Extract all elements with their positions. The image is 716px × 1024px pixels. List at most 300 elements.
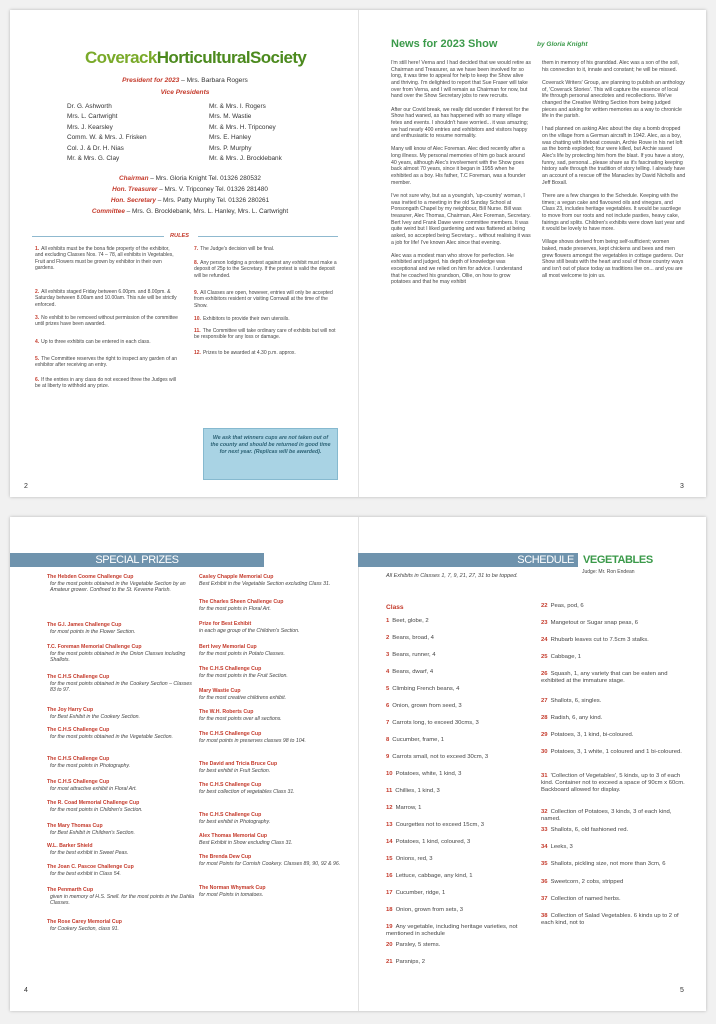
prize-item (47, 574, 195, 594)
news-paragraph: There are a few changes to the Schedule. Keeping with the times; a vegan cake and flavoured oils and vinegars, and Class 23, includes heritage vegetables. It would be sacrilege to move from our roots and not include pasties, heavy cake, fairings and splits. Children's exhibits were down last year and it would be lovely to have more. (542, 192, 685, 233)
class-description: Cucumber, frame, 1 (392, 737, 445, 743)
prize-title: The Rose Carey Memorial Cup (47, 919, 122, 925)
schedule-class (541, 654, 691, 661)
officer-role: Hon. Treasurer (112, 186, 158, 193)
prize-description: for most Points in tomatoes. (199, 891, 264, 898)
class-number: 3 (386, 652, 390, 658)
prize-item (199, 621, 347, 634)
schedule-class (386, 890, 536, 897)
spread-pages-4-5 (10, 517, 706, 1011)
class-description: Radish, 6, any kind. (550, 715, 603, 721)
prize-description: for best exhibit in Fruit Section. (199, 767, 271, 774)
prize-item (199, 644, 347, 657)
prize-description: for the best exhibit in Sweet Peas. (50, 849, 129, 856)
rule-item (35, 315, 178, 328)
rule-number: 12. (194, 350, 201, 356)
class-description: Shallots, pickling size, not more than 3cm, 6 (550, 861, 666, 867)
prize-description: given in memory of H.S. Snell. for the most points in the Dahlia Classes. (50, 893, 195, 907)
prize-description: for the best exhibit in Class 54. (50, 870, 121, 877)
vp-name: Mr. & Mrs. J. Brocklebank (209, 155, 282, 163)
class-number: 12 (386, 805, 393, 811)
prize-title: The David and Tricia Bruce Cup (199, 761, 278, 767)
prize-description: for the most points obtained in the Cookery Section – Classes 83 to 97. (50, 680, 192, 694)
prize-title: Bert Ivey Memorial Cup (199, 644, 257, 650)
prize-description: for the most points in Floral Art. (199, 605, 271, 612)
officer-role: Chairman (119, 175, 149, 182)
cups-notice: We ask that winners cups are not taken out of the county and should be returned in good time for next year. (Replicas will be awarded). (203, 428, 338, 480)
vice-presidents-list (67, 102, 282, 164)
prize-title: The Joan C. Pascoe Challenge Cup (47, 864, 134, 870)
class-description: 'Collection of Vegetables', 5 kinds, up to 3 of each kind. Container not to exceed a space of 90cm x 60cm. Backboard allowed for display. (541, 773, 685, 794)
prize-item (47, 823, 195, 836)
news-paragraph: I had planned on asking Alec about the day a bomb dropped on the village from a German aircraft in 1942. Alec, as a boy, was chatting with lifeboat coxwain, Archie Rowe in his net loft as the bomb exploded; four were killed, but Archie saved Alec's life by protecting him from the blast. If you have a story, funny, sad, personal...please share as it's fascinating keeping history safe through the tradition of story telling. I already have an account of a rescue off the Manacles by David Nicholls and Jeff Boxall. (542, 126, 686, 186)
rule-text: The Judge's decision will be final. (200, 246, 275, 252)
prize-item (47, 674, 195, 694)
class-description: Chillies, 1 kind, 3 (395, 788, 440, 794)
class-description: Sweetcorn, 2 cobs, stripped (550, 879, 624, 885)
prize-item (199, 599, 347, 612)
class-description: Courgettes not to exceed 15cm, 3 (395, 822, 484, 828)
class-description: Beans, runner, 4 (392, 652, 436, 658)
prize-title: The Brenda Dew Cup (199, 854, 252, 860)
rule-number: 7. (194, 246, 199, 252)
class-label: Class (386, 604, 404, 611)
class-description: Leeks, 3 (550, 844, 573, 850)
prize-title: The C.H.S Challenge Cup (47, 674, 110, 680)
schedule-class (541, 603, 691, 610)
schedule-class (541, 671, 691, 685)
class-number: 14 (386, 839, 393, 845)
rule-number: 1. (35, 246, 40, 252)
class-description: Onion, grown from seed, 3 (392, 703, 462, 709)
class-number: 9 (386, 754, 390, 760)
class-number: 6 (386, 703, 390, 709)
schedule-class (386, 822, 536, 829)
prize-item (47, 779, 195, 792)
schedule-class (541, 844, 691, 851)
schedule-class (386, 686, 536, 693)
vp-name: Mrs. L. Cartwright (67, 113, 118, 121)
schedule-class (541, 773, 691, 795)
vegetables-heading: VEGETABLES (583, 554, 653, 566)
class-number: 23 (541, 620, 548, 626)
class-description: Shallots, 6, singles. (550, 698, 602, 704)
class-number: 34 (541, 844, 548, 850)
rule-number: 6. (35, 377, 40, 383)
schedule-class (386, 635, 536, 642)
prize-item (199, 833, 347, 846)
prize-title: Alex Thomas Memorial Cup (199, 833, 268, 839)
prize-title: The C.H.S Challenge Cup (199, 812, 262, 818)
vp-heading: Vice Presidents (160, 89, 210, 96)
vp-name: Mr. & Mrs. G. Clay (67, 155, 120, 163)
vp-row (67, 112, 282, 122)
schedule-class (386, 737, 536, 744)
officer-line (30, 206, 350, 217)
prize-item (47, 644, 195, 664)
class-number: 18 (386, 907, 393, 913)
schedule-class (386, 788, 536, 795)
president-name: – Mrs. Barbara Rogers (179, 77, 248, 84)
class-number: 27 (541, 698, 548, 704)
vp-row (67, 133, 282, 143)
prize-title: The G.I. James Challenge Cup (47, 622, 122, 628)
schedule-class (386, 703, 536, 710)
prize-description: for most points in the Flower Section. (50, 628, 136, 635)
page-number-3: 3 (680, 483, 684, 490)
schedule-class (541, 637, 691, 644)
class-description: Climbing French beans, 4 (392, 686, 460, 692)
schedule-class (386, 805, 536, 812)
class-number: 25 (541, 654, 548, 660)
news-paragraph: Coverack Writers' Group, are planning to publish an anthology of, 'Coverack Stories'. This will capture the essence of local life through personal anecdotes and recollections. We've changed the Creative Writing Section from being judged pieces and asking for written memories as a way to chronicle life in the parish. (542, 79, 685, 120)
class-description: Parsley, 5 stems. (395, 942, 441, 948)
page-number-4: 4 (24, 987, 28, 994)
rule-item (194, 350, 340, 356)
prize-item (199, 731, 347, 744)
class-description: Onions, red, 3 (395, 856, 433, 862)
class-number: 35 (541, 861, 548, 867)
prize-description: for the most points in the Fruit Section. (199, 672, 288, 679)
rule-text: The Committee will take ordinary care of exhibits but will not be responsible for any loss or damage. (194, 328, 336, 341)
vp-name: Mr. & Mrs. I. Rogers (209, 103, 266, 110)
class-number: 30 (541, 749, 548, 755)
prize-title: Prize for Best Exhibit (199, 621, 252, 627)
rule-text: All exhibits must be the bona fide property of the exhibitor, and excluding Classes Nos. 74 – 78, all exhibits in Vegetables, Fruit and Flowers must be grown by exhibitor in their own gardens. (35, 246, 174, 272)
prize-description: for most attractive exhibit in Floral Art. (50, 785, 137, 792)
class-number: 29 (541, 732, 548, 738)
class-description: Beans, dwarf, 4 (392, 669, 434, 675)
class-description: Collection of Potatoes, 3 kinds, 3 of each kind, named. (541, 809, 672, 823)
prize-title: The C.H.S Challenge Cup (47, 779, 110, 785)
prize-item (47, 864, 195, 877)
spine (358, 517, 359, 1011)
officer-line (30, 195, 350, 206)
schedule-class (386, 652, 536, 659)
class-number: 21 (386, 959, 393, 965)
rule-number: 3. (35, 315, 40, 321)
prize-title: W.L. Barker Shield (47, 843, 93, 849)
schedule-note: All Exhibits in Classes 1, 7, 9, 21, 27, 31 to be topped. (386, 573, 518, 579)
class-description: Carrots long, to exceed 30cms, 3 (392, 720, 479, 726)
news-paragraph: After our Covid break, we really did wonder if interest for the Show had waned, as has happened with so many village fetes and events. I shouldn't have worried... it was amazing; we had nearly 400 entries and exhibitors and visitors happy and enthusiastic to resume normality. (391, 106, 529, 140)
class-description: Parsnips, 2 (395, 959, 426, 965)
prize-item (47, 919, 195, 932)
prize-item (199, 761, 347, 774)
class-number: 26 (541, 671, 548, 677)
rule-number: 9. (194, 290, 199, 296)
logo-part1: Coverack (85, 48, 157, 67)
prize-item (199, 854, 347, 867)
schedule-class (541, 861, 691, 868)
class-number: 37 (541, 896, 548, 902)
rule-item (35, 246, 178, 272)
rule-item (194, 246, 340, 252)
prize-item (199, 885, 347, 898)
prize-title: T.C. Foreman Memorial Challenge Cup (47, 644, 142, 650)
prize-item (199, 782, 347, 795)
rules-divider-left (32, 236, 164, 237)
schedule-class (541, 698, 691, 705)
news-paragraph: Many will know of Alec Foreman. Alec died recently after a long illness. My personal memories of him go back around 40 years, although Alec's involvement with the Show goes back almost 70 years, since it began in 1955 when he exhibited as a boy. His father, T.C Foreman, was a founder member. (391, 146, 526, 186)
prize-description: for Best Exhibit in Children's Section. (50, 829, 135, 836)
special-prizes-banner: SPECIAL PRIZES (10, 553, 264, 567)
class-number: 10 (386, 771, 393, 777)
rule-number: 11. (194, 328, 201, 334)
prize-title: The Hebden Coome Challenge Cup (47, 574, 134, 580)
schedule-class (386, 669, 536, 676)
class-number: 16 (386, 873, 393, 879)
officer-detail: – Mrs. Patty Murphy Tel. 01326 280261 (155, 197, 270, 204)
class-number: 38 (541, 913, 548, 919)
rule-text: Exhibitors to provide their own utensils. (202, 316, 290, 322)
news-paragraph: them in memory of his granddad. Alec was a son of the soil, his connection to it, innate and constant; he will be missed. (542, 60, 679, 73)
class-description: Potatoes, white, 1 kind, 3 (395, 771, 462, 777)
rule-item (194, 316, 340, 322)
officer-line (30, 184, 350, 195)
officer-detail: – Mrs. Gloria Knight Tel. 01326 280532 (148, 175, 261, 182)
rule-text: All Classes are open, however, entries will only be accepted from exhibitors resident or visiting Cornwall at the time of the Show. (194, 290, 333, 309)
rule-text: Prizes to be awarded at 4.30 p.m. approx. (202, 350, 296, 356)
vp-name: Mr. & Mrs. H. Tripconey (209, 123, 276, 131)
prize-title: The C.H.S Challenge Cup (47, 727, 110, 733)
schedule-class (541, 879, 691, 886)
schedule-class (386, 959, 536, 966)
prize-description: for the most points over all sections. (199, 715, 282, 722)
vp-name: Mrs. J. Kearsley (67, 123, 113, 131)
news-paragraph: Village shows derived from being self-sufficient; women baked, made preserves, kept chickens and bees and men grew flowers amongst the vegetables in cottage gardens. Our Show still beats with the heart and soul of those country ways and isn't out of place today as traditions live on... and you are all most welcome to join us. (542, 239, 684, 279)
class-description: Collection of named herbs. (550, 896, 621, 902)
schedule-class (541, 715, 691, 722)
officer-line (30, 173, 350, 184)
class-description: Potatoes, 3, 1 white, 1 coloured and 1 bi-coloured. (550, 749, 682, 755)
schedule-class (386, 856, 536, 863)
rule-item (35, 289, 178, 308)
prize-description: Best Exhibit in the Vegetable Section excluding Class 31. (199, 580, 331, 587)
class-description: Onion, grown from sets, 3 (395, 907, 464, 913)
class-description: Mangetout or Sugar snap peas, 6 (550, 620, 638, 626)
rule-number: 2. (35, 289, 40, 295)
class-description: Beans, broad, 4 (392, 635, 434, 641)
vp-name: Mrs. E. Hanley (209, 134, 251, 142)
prize-title: The Charles Sheen Challenge Cup (199, 599, 284, 605)
rule-text: The Committee reserves the right to inspect any garden of an exhibitor after receiving an entry. (35, 356, 178, 369)
logo-part2: HorticulturalSociety (156, 48, 307, 67)
schedule-class (541, 827, 691, 834)
rule-item (35, 356, 178, 369)
news-paragraph: I'm still here! Verna and I had decided that we would retire as Chairman and Treasurer, as we have been involved for so long, it was time to appeal for help to keep the Show alive and thriving. I'm delighted to report that Sue Fraser will take over from Verna, and I will remain as Chairman for now, but hand over the Show Secretary jobs to new recruits. (391, 60, 531, 100)
class-description: Squash, 1, any variety that can be eaten and exhibited at the immature stage. (541, 671, 668, 685)
class-number: 19 (386, 924, 393, 930)
page-number-5: 5 (680, 987, 684, 994)
class-number: 28 (541, 715, 548, 721)
class-number: 15 (386, 856, 393, 862)
schedule-class (386, 873, 536, 880)
prize-description: for the most creative childrens exhibit. (199, 694, 287, 701)
prize-title: The Norman Whymark Cup (199, 885, 266, 891)
rule-item (35, 339, 178, 345)
class-description: Cucumber, ridge, 1 (395, 890, 446, 896)
class-description: Shallots, 6, old fashioned red. (550, 827, 629, 833)
class-description: Cabbage, 1 (550, 654, 582, 660)
prize-title: The C.H.S Challenge Cup (199, 666, 262, 672)
news-column-1 (391, 60, 531, 293)
prize-title: Mary Wastie Cup (199, 688, 241, 694)
class-description: Potatoes, 1 kind, coloured, 3 (395, 839, 471, 845)
class-number: 8 (386, 737, 390, 743)
prize-item (47, 727, 195, 740)
class-number: 7 (386, 720, 390, 726)
prize-title: The W.H. Roberts Cup (199, 709, 254, 715)
class-description: Potatoes, 3, 1 kind, bi-coloured. (550, 732, 634, 738)
prize-description: for Cookery Section, class 91. (50, 925, 119, 932)
class-description: Carrots small, not to exceed 30cm, 3 (392, 754, 489, 760)
schedule-class (386, 618, 536, 625)
spread-pages-2-3 (10, 10, 706, 497)
rule-item (194, 260, 340, 279)
class-description: Lettuce, cabbage, any kind, 1 (395, 873, 473, 879)
vp-name: Col. J. & Dr. H. Nias (67, 144, 124, 152)
schedule-class (386, 754, 536, 761)
rule-number: 4. (35, 339, 40, 345)
class-description: Collection of Salad Vegetables. 6 kinds up to 2 of each kind, not to (541, 913, 679, 927)
class-description: Any vegetable, including heritage varieties, not mentioned in schedule (386, 924, 518, 938)
officers-list (30, 173, 350, 217)
class-number: 4 (386, 669, 390, 675)
rule-item (194, 328, 340, 341)
prize-description: for most points in preserves classes 98 to 104. (199, 737, 306, 744)
schedule-class (541, 749, 691, 756)
class-number: 36 (541, 879, 548, 885)
class-number: 32 (541, 809, 548, 815)
rule-item (35, 377, 178, 390)
prize-item (199, 666, 347, 679)
class-number: 20 (386, 942, 393, 948)
page-number-2: 2 (24, 483, 28, 490)
rule-number: 10. (194, 316, 201, 322)
prize-item (199, 688, 347, 701)
schedule-class (386, 942, 536, 949)
prize-title: The R. Coad Memorial Challenge Cup (47, 800, 140, 806)
vp-name: Comm. W. & Mrs. J. Frisken (67, 134, 147, 142)
prize-title: The C.H.S Challenge Cup (47, 756, 110, 762)
vp-name: Mrs. P. Murphy (209, 144, 252, 152)
schedule-class (386, 907, 536, 914)
class-number: 33 (541, 827, 548, 833)
rule-number: 5. (35, 356, 40, 362)
prize-description: for the most points obtained in the Onion Classes including Shallots. (50, 650, 186, 664)
class-number: 24 (541, 637, 548, 643)
prize-item (199, 574, 347, 587)
class-number: 22 (541, 603, 548, 609)
prize-item (47, 622, 195, 635)
prize-item (47, 756, 195, 769)
schedule-class (386, 924, 536, 938)
prize-item (47, 843, 195, 856)
prize-description: for the most points obtained in the Vegetable Section by an Amateur grower. Confined to the St. Keverne Parish. (50, 580, 186, 594)
class-number: 2 (386, 635, 390, 641)
class-number: 17 (386, 890, 393, 896)
news-paragraph: I've not sure why, but as a youngish, 'up-country' woman, I was invited to a meeting in the old Sunday School at Ponsongath Chapel by my neighbour, Bill Nurse. Bill was treasurer, Alec Thomas, Chairman, Alec Foreman, Secretary. Bert Ivey and Frank Dawe were committee members. It was quite weird but I liked gardening and was flattered at being asked, so accepted being Secretary... without realising it was a job for life! I've known Alec since that evening. (391, 192, 531, 246)
vp-row (67, 154, 282, 164)
judge-name: Judge: Mr. Ron Endean (582, 569, 635, 575)
schedule-class (541, 913, 691, 927)
prize-description: for the most points in Photography. (50, 762, 131, 769)
class-number: 31 (541, 773, 548, 779)
officer-role: Hon. Secretary (110, 197, 156, 204)
prize-description: in each age group of the Children's Section. (199, 627, 300, 634)
news-byline: by Gloria Knight (537, 41, 588, 48)
prize-item (47, 887, 195, 907)
vp-row (67, 102, 282, 112)
class-number: 5 (386, 686, 390, 692)
prize-item (199, 709, 347, 722)
schedule-class (541, 809, 691, 823)
class-description: Rhubarb leaves cut to 7.5cm 3 stalks. (550, 637, 649, 643)
news-title: News for 2023 Show (391, 38, 498, 50)
president-label: President for 2023 (122, 77, 180, 84)
prize-description: for best exhibit in Photography. (199, 818, 271, 825)
vp-name: Dr. G. Ashworth (67, 103, 112, 110)
officer-detail: – Mrs. V. Tripconey Tel. 01326 281480 (157, 186, 268, 193)
vp-row (67, 123, 282, 133)
prize-title: The C.H.S Challenge Cup (199, 782, 262, 788)
schedule-class (386, 720, 536, 727)
rule-text: All exhibits staged Friday between 6.00pm. and 8.00pm. & Saturday between 8.00am and 10.00am. This rule will be strictly enforced. (35, 289, 177, 308)
vp-name: Mrs. M. Wastie (209, 113, 252, 121)
officer-role: Committee (91, 208, 125, 215)
prize-item (47, 707, 195, 720)
class-description: Marrow, 1 (395, 805, 422, 811)
schedule-class (386, 839, 536, 846)
rule-number: 8. (194, 260, 199, 266)
news-column-2 (542, 60, 686, 286)
rule-text: Up to three exhibits can be entered in each class. (41, 339, 151, 345)
class-description: Beet, globe, 2 (392, 618, 429, 624)
prize-description: for the most points in Potato Classes. (199, 650, 285, 657)
rule-text: If the entries in any class do not exceed three the Judges will be at liberty to withhold any prize. (35, 377, 176, 390)
schedule-class (541, 896, 691, 903)
prize-title: The C.H.S Challenge Cup (199, 731, 262, 737)
class-number: 1 (386, 618, 390, 624)
prize-description: for most Points for Cornish Cookery. Classes 89, 90, 92 & 96. (199, 860, 341, 867)
society-logo (85, 48, 306, 68)
class-number: 13 (386, 822, 393, 828)
officer-detail: – Mrs. G. Brocklebank, Mrs. L. Hanley, Mrs. L. Cartwright (124, 208, 289, 215)
class-number: 11 (386, 788, 393, 794)
president-line (50, 77, 320, 84)
vp-row (67, 144, 282, 154)
prize-item (47, 800, 195, 813)
schedule-banner: SCHEDULE (358, 553, 578, 567)
prize-description: for Best Exhibit in the Cookery Section. (50, 713, 140, 720)
prize-description: for the most points in Children's Section. (50, 806, 143, 813)
rules-heading: RULES (170, 233, 189, 239)
prize-title: The Mary Thomas Cup (47, 823, 103, 829)
prize-title: The Joy Harry Cup (47, 707, 94, 713)
class-description: Peas, pod, 6 (550, 603, 584, 609)
rule-text: No exhibit to be removed without permission of the committee until prizes have been awarded. (35, 315, 178, 328)
prize-description: Best Exhibit in Show excluding Class 31. (199, 839, 293, 846)
news-paragraph: Alec was a modest man who strove for perfection. He exhibited and judged, his depth of knowledge was exceptional and we relied on him for advice. I understand that he coached his grandson, Ollie, on how to grow potatoes and that he may exhibit (391, 252, 523, 286)
spine (358, 10, 359, 497)
prize-title: Casley Chapple Memorial Cup (199, 574, 274, 580)
schedule-class (541, 620, 691, 627)
prize-title: The Penmarth Cup (47, 887, 94, 893)
rule-item (194, 290, 340, 309)
prize-item (199, 812, 347, 825)
rule-text: Any person lodging a protest against any exhibit must make a deposit of 25p to the Secretary. If the protest is valid the deposit will be refunded. (194, 260, 337, 279)
